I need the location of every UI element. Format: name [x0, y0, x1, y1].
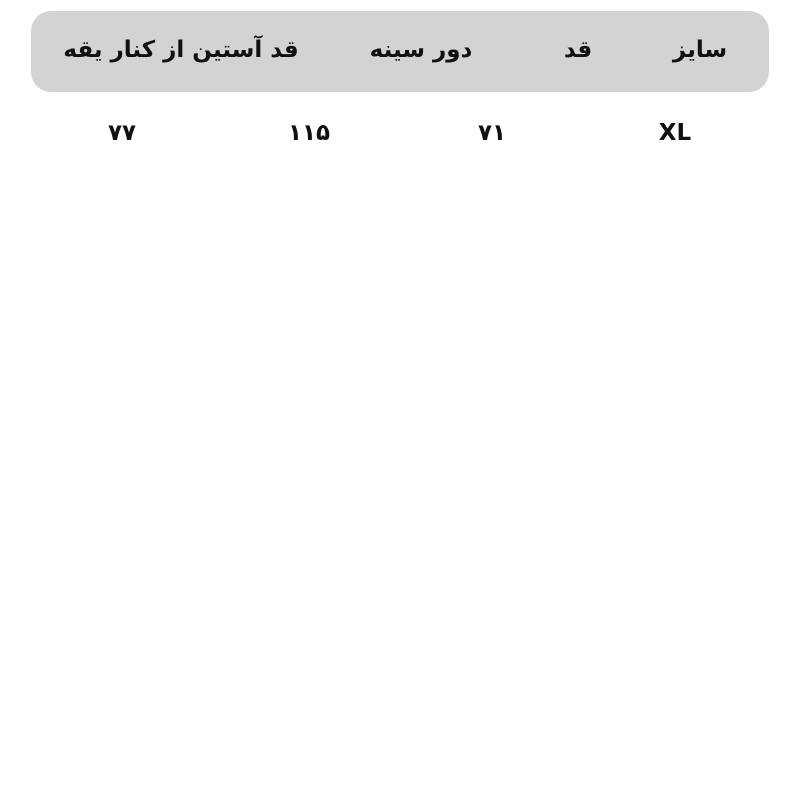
header-sleeve-length: قد آستین از کنار یقه	[63, 37, 299, 63]
cell-sleeve-length: ۷۷	[107, 120, 137, 146]
cell-size: XL	[658, 120, 692, 146]
header-length: قد	[563, 37, 593, 63]
header-chest: دور سینه	[369, 37, 473, 63]
header-size: سایز	[672, 37, 728, 63]
cell-chest: ۱۱۵	[287, 120, 331, 146]
cell-length: ۷۱	[477, 120, 507, 146]
